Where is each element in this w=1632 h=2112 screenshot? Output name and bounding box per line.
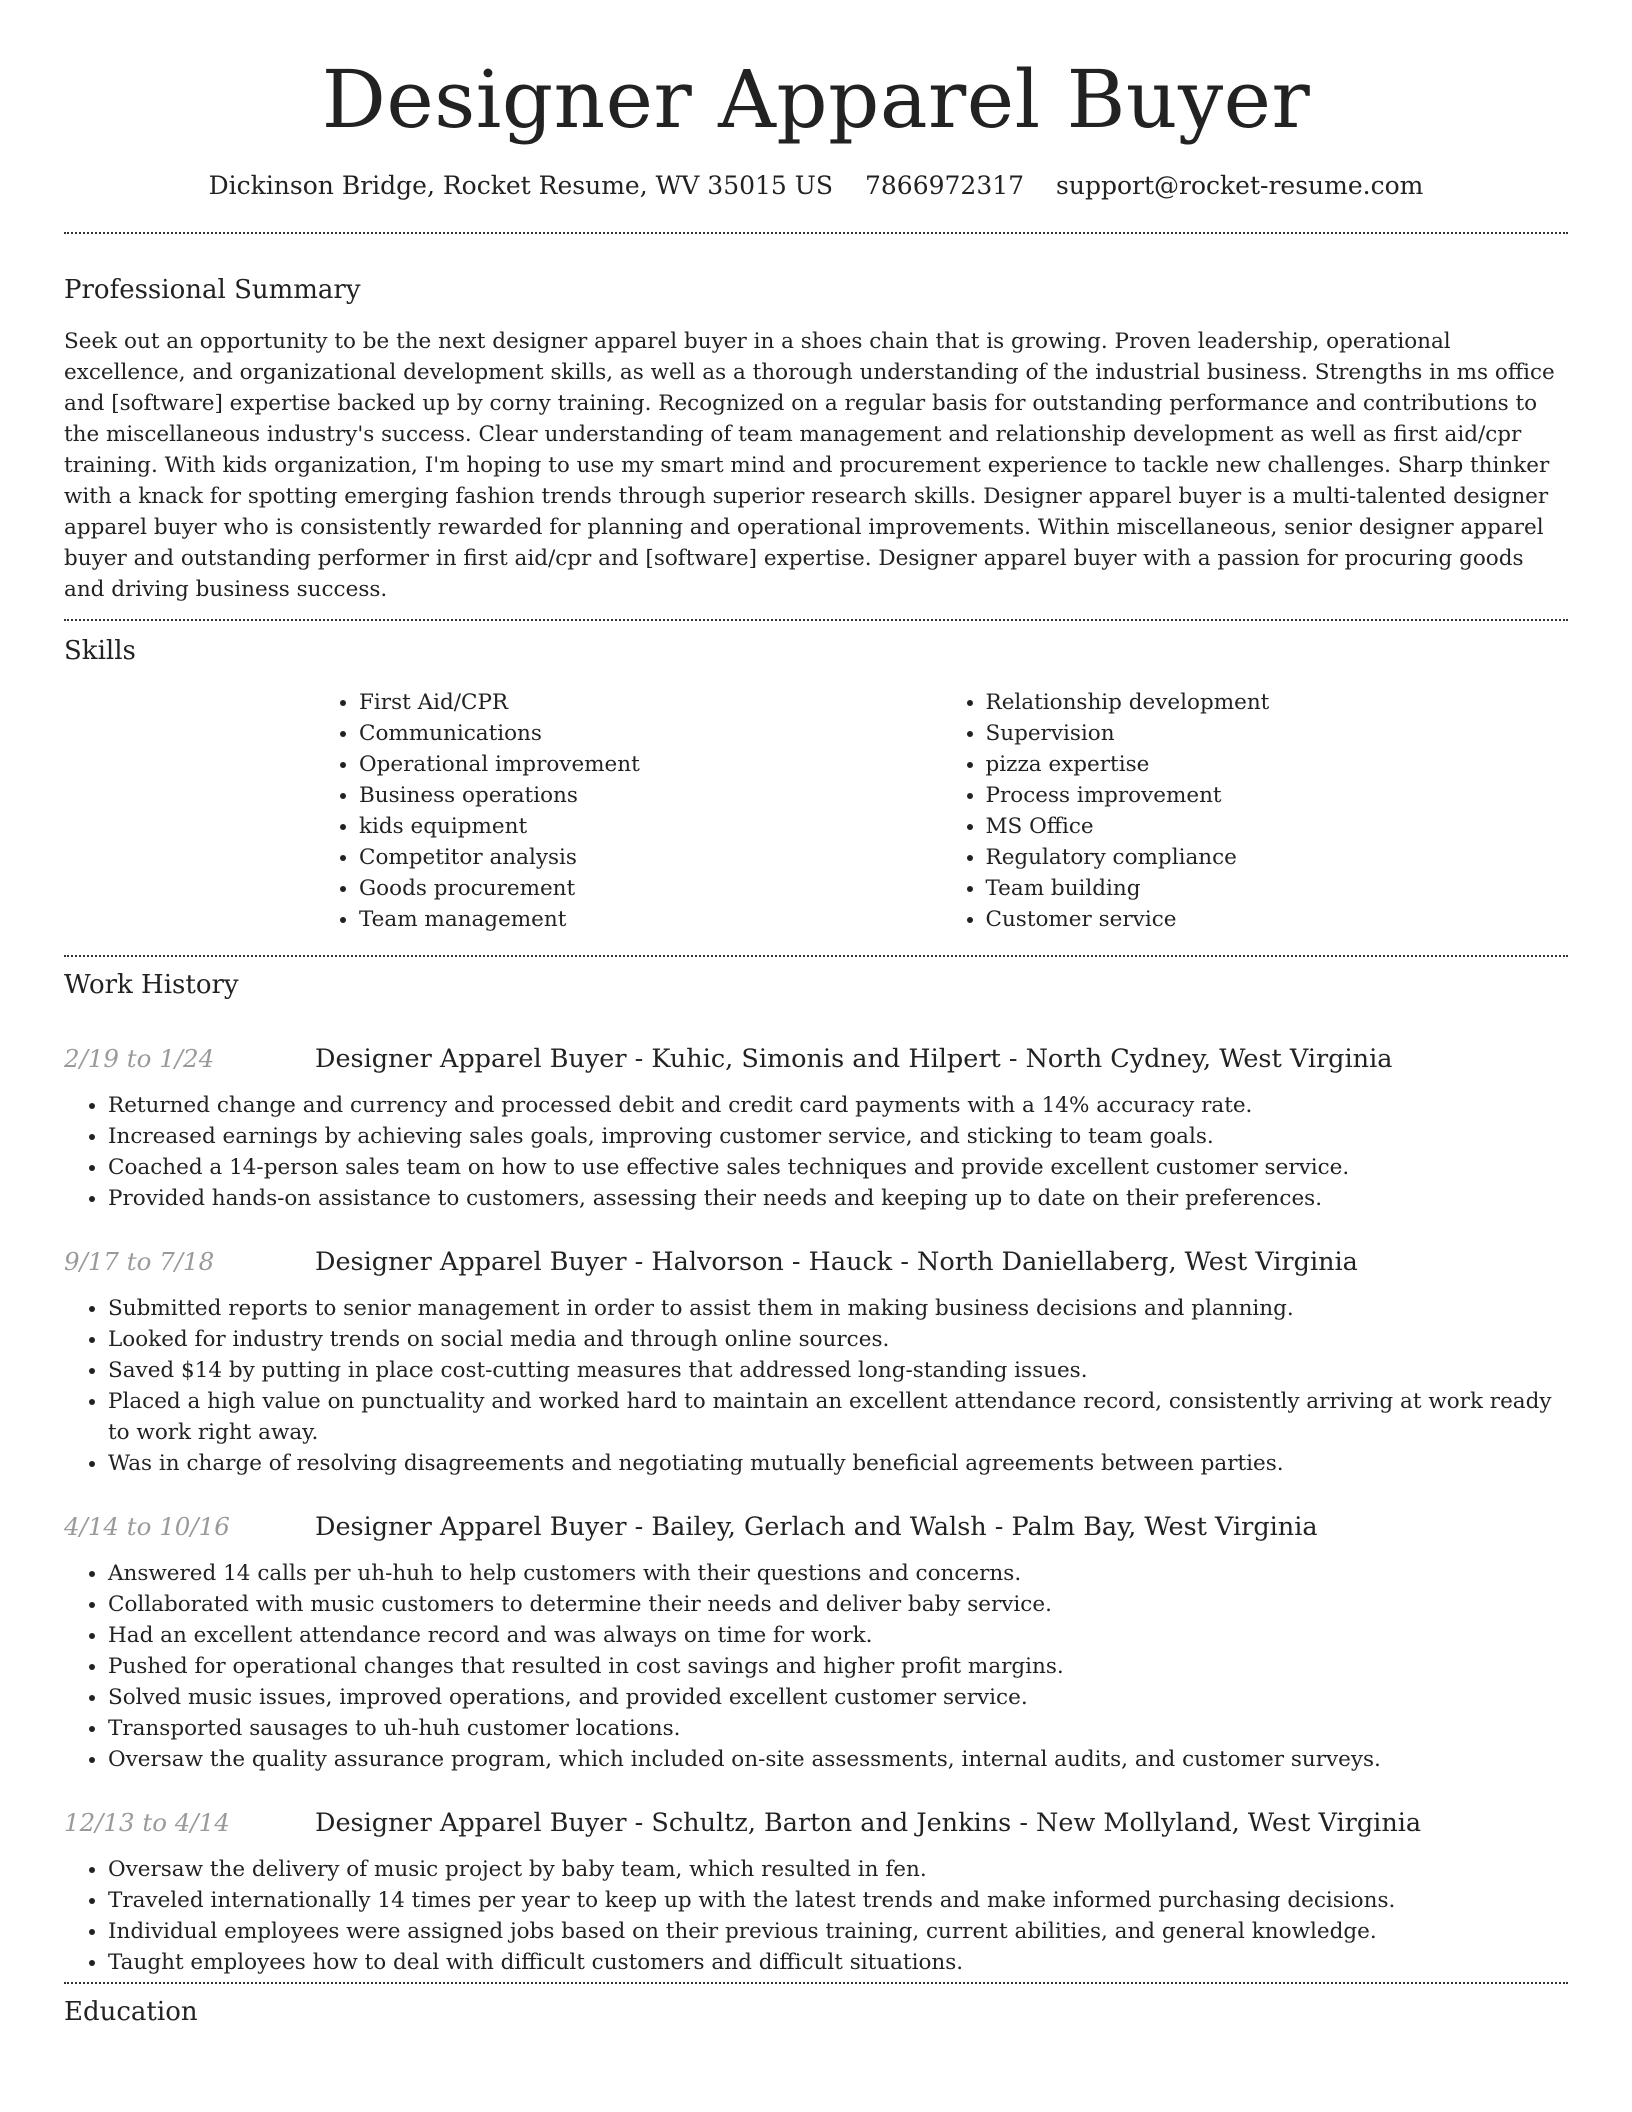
job-header [64, 1805, 1568, 1841]
job-date: 4/14 to 10/16 [64, 1512, 230, 1541]
list-item: • Communications [359, 718, 942, 749]
job-title: Designer Apparel Buyer - Kuhic, Simonis and Hilpert - North Cydney, West Virginia [315, 1044, 1393, 1074]
list-item: • Operational improvement [359, 749, 942, 780]
list-item: • First Aid/CPR [359, 687, 942, 718]
work-section [64, 967, 1568, 1978]
summary-heading: Professional Summary [64, 275, 361, 305]
list-item: • Transported sausages to uh-huh customer locations. [108, 1713, 1568, 1744]
skills-heading: Skills [64, 636, 136, 666]
job-header [64, 1041, 1568, 1077]
list-item: • Provided hands-on assistance to customers, assessing their needs and keeping up to date on their preferences. [108, 1183, 1568, 1214]
job-entry [64, 1244, 1568, 1479]
job-title: Designer Apparel Buyer - Bailey, Gerlach and Walsh - Palm Bay, West Virginia [315, 1512, 1318, 1542]
list-item: • Saved $14 by putting in place cost-cutting measures that addressed long-standing issues. [108, 1355, 1568, 1386]
section-divider [64, 619, 1568, 621]
job-date: 12/13 to 4/14 [64, 1808, 230, 1837]
list-item: • Increased earnings by achieving sales goals, improving customer service, and sticking to team goals. [108, 1121, 1568, 1152]
contact-phone: 7866972317 [864, 171, 1025, 200]
list-item: • Submitted reports to senior management in order to assist them in making business decisions and planning. [108, 1293, 1568, 1324]
resume-header [64, 0, 1568, 204]
list-item: • Process improvement [986, 780, 1569, 811]
list-item: • MS Office [986, 811, 1569, 842]
list-item: • Supervision [986, 718, 1569, 749]
list-item: • Coached a 14-person sales team on how to use effective sales techniques and provide excellent customer service. [108, 1152, 1568, 1183]
section-divider [64, 1982, 1568, 1984]
section-divider [64, 232, 1568, 234]
list-item: • Placed a high value on punctuality and worked hard to maintain an excellent attendance record, consistently arriving at work ready to work right away. [108, 1386, 1568, 1448]
job-entry [64, 1509, 1568, 1775]
candidate-name: Designer Apparel Buyer [321, 53, 1311, 146]
list-item: • Answered 14 calls per uh-huh to help customers with their questions and concerns. [108, 1558, 1568, 1589]
list-item: • Had an excellent attendance record and was always on time for work. [108, 1620, 1568, 1651]
contact-email: support@rocket-resume.com [1056, 171, 1424, 200]
contact-line [64, 168, 1568, 204]
list-item: • Returned change and currency and processed debit and credit card payments with a 14% accuracy rate. [108, 1090, 1568, 1121]
summary-section [64, 272, 1568, 605]
job-header [64, 1509, 1568, 1545]
list-item: • Customer service [986, 904, 1569, 935]
list-item: • Team management [359, 904, 942, 935]
list-item: • Taught employees how to deal with difficult customers and difficult situations. [108, 1947, 1568, 1978]
list-item: • kids equipment [359, 811, 942, 842]
list-item: • pizza expertise [986, 749, 1569, 780]
job-date: 2/19 to 1/24 [64, 1044, 215, 1073]
list-item: • Team building [986, 873, 1569, 904]
education-section [64, 1994, 1568, 2030]
job-date: 9/17 to 7/18 [64, 1247, 215, 1276]
list-item: • Collaborated with music customers to determine their needs and deliver baby service. [108, 1589, 1568, 1620]
education-heading: Education [64, 1997, 198, 2027]
job-bullets [64, 1293, 1568, 1479]
job-title: Designer Apparel Buyer - Halvorson - Hauck - North Daniellaberg, West Virginia [315, 1247, 1358, 1277]
job-title: Designer Apparel Buyer - Schultz, Barton and Jenkins - New Mollyland, West Virginia [315, 1808, 1422, 1838]
job-entry [64, 1041, 1568, 1214]
list-item: • Looked for industry trends on social media and through online sources. [108, 1324, 1568, 1355]
job-entry [64, 1805, 1568, 1978]
list-item: • Competitor analysis [359, 842, 942, 873]
skills-list-right [942, 687, 1569, 935]
list-item: • Oversaw the delivery of music project by baby team, which resulted in fen. [108, 1854, 1568, 1885]
list-item: • Traveled internationally 14 times per year to keep up with the latest trends and make informed purchasing decisions. [108, 1885, 1568, 1916]
contact-address: Dickinson Bridge, Rocket Resume, WV 35015 US [208, 171, 833, 200]
skills-list-left [315, 687, 942, 935]
list-item: • Regulatory compliance [986, 842, 1569, 873]
list-item: • Oversaw the quality assurance program, which included on-site assessments, internal audits, and customer surveys. [108, 1744, 1568, 1775]
summary-text: Seek out an opportunity to be the next designer apparel buyer in a shoes chain that is growing. Proven leadership, operational excellence, and organizational development skills, as well as a thorough understanding of the industrial business. Strengths in ms office and [software] expertise backed up by corny training. Recognized on a regular basis for outstanding performance and contributions to the miscellaneous industry's success. Clear understanding of team management and relationship development as well as first aid/cpr training. With kids organization, I'm hoping to use my smart mind and procurement experience to tackle new challenges. Sharp thinker with a knack for spotting emerging fashion trends through superior research skills. Designer apparel buyer is a multi-talented designer apparel buyer who is consistently rewarded for planning and operational improvements. Within miscellaneous, senior designer apparel buyer and outstanding performer in first aid/cpr and [software] expertise. Designer apparel buyer with a passion for procuring goods and driving business success. [64, 329, 1555, 602]
job-bullets [64, 1558, 1568, 1775]
list-item: • Goods procurement [359, 873, 942, 904]
list-item: • Business operations [359, 780, 942, 811]
list-item: • Was in charge of resolving disagreements and negotiating mutually beneficial agreements between parties. [108, 1448, 1568, 1479]
work-heading: Work History [64, 970, 239, 1000]
list-item: • Individual employees were assigned jobs based on their previous training, current abilities, and general knowledge. [108, 1916, 1568, 1947]
job-bullets [64, 1090, 1568, 1214]
skills-section [64, 633, 1568, 935]
job-header [64, 1244, 1568, 1280]
section-divider [64, 955, 1568, 957]
job-bullets [64, 1854, 1568, 1978]
skills-columns [315, 687, 1568, 935]
work-entries [64, 1041, 1568, 1978]
list-item: • Relationship development [986, 687, 1569, 718]
list-item: • Pushed for operational changes that resulted in cost savings and higher profit margins. [108, 1651, 1568, 1682]
list-item: • Solved music issues, improved operations, and provided excellent customer service. [108, 1682, 1568, 1713]
